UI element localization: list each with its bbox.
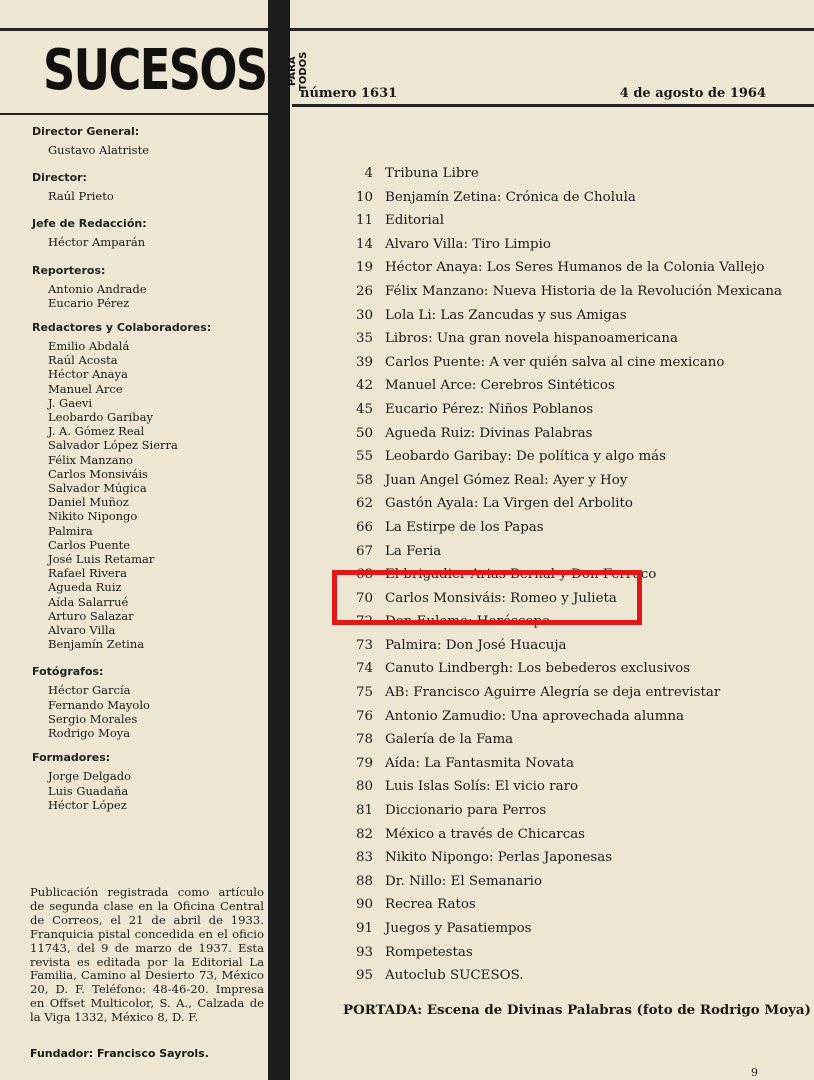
toc-row[interactable] [340, 709, 790, 733]
toc-title: Diccionario para Perros [385, 803, 547, 819]
toc-page: 58 [355, 472, 373, 488]
toc-page: 39 [355, 354, 373, 370]
toc-page: 81 [355, 803, 373, 819]
toc-page: 11 [355, 213, 373, 229]
toc-page: 70 [355, 590, 373, 606]
toc-title: Don Eulemo: Horóscopo [385, 614, 551, 630]
staff-role: Director: [32, 171, 87, 185]
toc-title: Dr. Nillo: El Semanario [385, 873, 543, 889]
staff-section-director-general [32, 125, 264, 157]
toc-row[interactable] [340, 732, 790, 756]
staff-name: Raúl Acosta [48, 353, 118, 368]
toc-title: Palmira: Don José Huacuja [385, 637, 567, 653]
toc-title: Manuel Arce: Cerebros Sintéticos [385, 378, 615, 394]
toc-row[interactable] [340, 968, 790, 992]
header-rule [292, 104, 814, 107]
toc-row[interactable] [340, 213, 790, 237]
toc-title: Canuto Lindbergh: Los bebederos exclusivos [385, 661, 691, 677]
staff-names [32, 189, 264, 203]
toc-row[interactable] [340, 237, 790, 261]
toc-page: 93 [355, 944, 373, 960]
staff-name: Jorge Delgado [48, 769, 132, 784]
staff-name: Agueda Ruiz [48, 580, 122, 595]
staff-role: Reporteros: [32, 263, 106, 277]
legal-notice: Publicación registrada como artículo de segunda clase en la Oficina Central de Correos, el 21 de abril de 1933. Franquicia pistal concedida en el oficio 11743, del 9 de marzo de 1937. Esta revista es editada por la Editorial La Familia, Camino al Desierto 73, México 20, D. F. Teléfono: 48-46-20. Impresa en Offset Multicolor, S. A., Calzada de la Viga 1332, México 8, D. F. [30, 885, 264, 1025]
staff-name: Fernando Mayolo [48, 697, 150, 712]
toc-row[interactable] [340, 897, 790, 921]
toc-page: 42 [355, 378, 373, 394]
toc-page: 35 [355, 331, 373, 347]
staff-name: Salvador López Sierra [48, 438, 178, 453]
toc-page: 91 [355, 921, 373, 936]
staff-role: Jefe de Redacción: [32, 217, 147, 231]
staff-section-formadores [32, 751, 264, 812]
toc-page: 30 [355, 307, 373, 323]
staff-name: J. A. Gómez Real [48, 424, 145, 439]
toc-page: 72 [355, 614, 373, 630]
toc-row[interactable] [340, 378, 790, 402]
toc-title: Juan Angel Gómez Real: Ayer y Hoy [385, 472, 628, 488]
issue-number: número 1631 [300, 86, 398, 101]
toc-title: La Feria [385, 543, 442, 559]
toc-row[interactable] [340, 284, 790, 308]
toc-row[interactable] [340, 803, 790, 827]
staff-name: Carlos Puente [48, 537, 131, 552]
toc-page: 19 [355, 260, 373, 276]
staff-name: Benjamín Zetina [48, 637, 145, 652]
toc-page: 26 [355, 283, 373, 299]
toc-title: Libros: Una gran novela hispanoamericana [385, 331, 678, 347]
issue-date: 4 de agosto de 1964 [619, 86, 766, 101]
staff-name: Leobardo Garibay [48, 410, 153, 425]
toc-page: 75 [355, 685, 373, 701]
staff-name: Salvador Múgica [48, 481, 147, 496]
toc-title: Félix Manzano: Nueva Historia de la Revolución Mexicana [385, 283, 783, 299]
staff-section-jefe [32, 217, 264, 249]
toc-page: 88 [355, 873, 373, 889]
toc-row[interactable] [340, 921, 790, 945]
toc-title: Benjamín Zetina: Crónica de Cholula [385, 189, 636, 205]
logo-title: SUCESOS [43, 38, 267, 103]
masthead-logo [43, 36, 309, 106]
toc-row[interactable] [340, 779, 790, 803]
staff-name: Héctor Anaya [48, 367, 128, 382]
staff-section-redactores [32, 321, 264, 651]
toc-title: Galería de la Fama [385, 732, 514, 748]
toc-page: 14 [355, 236, 373, 252]
toc-row[interactable] [340, 355, 790, 379]
staff-name: Carlos Monsiváis [48, 466, 148, 481]
staff-name: Héctor Amparán [48, 235, 146, 250]
masthead-rule [0, 113, 268, 115]
toc-page: 90 [355, 897, 373, 913]
staff-name: Héctor García [48, 683, 131, 698]
toc-title: Aída: La Fantasmita Novata [385, 755, 574, 771]
toc-title: Recrea Ratos [385, 897, 476, 913]
toc-title: Gastón Ayala: La Virgen del Arbolito [385, 496, 633, 512]
toc-title: Alvaro Villa: Tiro Limpio [385, 236, 551, 252]
toc-row[interactable] [340, 260, 790, 284]
toc-page: 67 [355, 543, 373, 559]
toc-title: Tribuna Libre [385, 166, 479, 181]
toc-title: Eucario Pérez: Niños Poblanos [385, 401, 594, 417]
toc-row[interactable] [340, 874, 790, 898]
toc-row[interactable] [340, 685, 790, 709]
toc-row[interactable] [340, 850, 790, 874]
toc-row[interactable] [340, 520, 790, 544]
staff-list [32, 125, 264, 823]
toc-row[interactable] [340, 449, 790, 473]
toc-title: Nikito Nipongo: Perlas Japonesas [385, 850, 613, 866]
staff-name: Antonio Andrade [48, 281, 147, 296]
toc-row[interactable] [340, 190, 790, 214]
staff-name: Héctor López [48, 797, 127, 812]
toc-title: El brigadier Arias Bernal y Don Ferruco [385, 567, 657, 583]
staff-name: Arturo Salazar [48, 608, 134, 623]
staff-name: Rafael Rivera [48, 566, 128, 581]
staff-names [32, 769, 264, 812]
staff-role: Formadores: [32, 751, 111, 765]
staff-name: Félix Manzano [48, 452, 133, 467]
staff-name: José Luis Retamar [48, 552, 155, 567]
toc-title: Héctor Anaya: Los Seres Humanos de la Colonia Vallejo [385, 260, 765, 276]
staff-name: Aída Salarrué [48, 594, 129, 609]
toc-page: 76 [355, 708, 373, 724]
toc-page: 95 [355, 968, 373, 984]
staff-name: Daniel Muñoz [48, 495, 129, 510]
page-number: 9 [751, 1066, 758, 1079]
staff-name: Rodrigo Moya [48, 726, 131, 741]
staff-names [32, 235, 264, 249]
toc-page: 82 [355, 826, 373, 842]
toc-page: 83 [355, 850, 373, 866]
toc-row[interactable] [340, 402, 790, 426]
toc-title: Antonio Zamudio: Una aprovechada alumna [385, 708, 685, 724]
staff-role: Director General: [32, 125, 140, 138]
toc-page: 4 [364, 166, 373, 181]
toc-title: AB: Francisco Aguirre Alegría se deja entrevistar [385, 685, 721, 701]
toc-row[interactable] [340, 166, 790, 190]
toc-title: Editorial [385, 213, 445, 229]
toc-row[interactable] [340, 544, 790, 568]
staff-names [32, 683, 264, 740]
staff-name: Emilio Abdalá [48, 339, 130, 354]
staff-section-director [32, 171, 264, 203]
toc-page: 10 [355, 189, 373, 205]
staff-name: Manuel Arce [48, 381, 123, 396]
staff-name: J. Gaevi [48, 395, 93, 410]
staff-names [32, 143, 264, 157]
toc-page: 74 [355, 661, 373, 677]
staff-section-reporteros [32, 264, 264, 310]
toc-title: Lola Li: Las Zancudas y sus Amigas [385, 307, 627, 323]
founder-line: Fundador: Francisco Sayrols. [30, 1047, 209, 1060]
toc-title: Leobardo Garibay: De política y algo más [385, 449, 667, 465]
toc-page: 45 [355, 401, 373, 417]
staff-name: Alvaro Villa [48, 623, 116, 638]
toc-title: Luis Islas Solís: El vicio raro [385, 779, 579, 795]
staff-name: Sergio Morales [48, 711, 138, 726]
toc-page: 50 [355, 425, 373, 441]
staff-name: Eucario Pérez [48, 295, 130, 310]
top-rule [0, 28, 814, 31]
staff-name: Luis Guadaña [48, 783, 129, 798]
toc-row[interactable] [340, 827, 790, 851]
highlight-box [332, 570, 642, 625]
staff-name: Nikito Nipongo [48, 509, 138, 524]
toc-title: México a través de Chicarcas [385, 826, 586, 842]
logo-tagline: PARA TODOS [287, 51, 309, 91]
toc-row[interactable] [340, 945, 790, 969]
toc-page: 73 [355, 637, 373, 653]
toc-page: 66 [355, 519, 373, 535]
vertical-divider [268, 0, 290, 1080]
toc-title: Agueda Ruiz: Divinas Palabras [385, 425, 593, 441]
staff-names [32, 339, 264, 651]
staff-name: Palmira [48, 523, 93, 538]
staff-name: Raúl Prieto [48, 189, 114, 204]
toc-row[interactable] [340, 308, 790, 332]
toc-page: 62 [355, 496, 373, 512]
toc-title: Carlos Puente: A ver quién salva al cine mexicano [385, 354, 725, 370]
staff-role: Redactores y Colaboradores: [32, 321, 212, 335]
toc-page: 80 [355, 779, 373, 795]
toc-page: 78 [355, 732, 373, 748]
staff-role: Fotógrafos: [32, 665, 104, 679]
toc-row[interactable] [340, 756, 790, 780]
toc-row[interactable] [340, 331, 790, 355]
toc-row[interactable] [340, 638, 790, 662]
cover-note: PORTADA: Escena de Divinas Palabras (foto de Rodrigo Moya) [343, 1002, 811, 1018]
staff-name: Gustavo Alatriste [48, 143, 150, 157]
toc-row[interactable] [340, 661, 790, 685]
toc-title: Rompetestas [385, 944, 473, 960]
staff-names [32, 282, 264, 310]
toc-title: Autoclub SUCESOS. [385, 968, 524, 984]
toc-row[interactable] [340, 496, 790, 520]
toc-page: 68 [355, 567, 373, 583]
toc-page: 55 [355, 449, 373, 465]
toc-page: 79 [355, 755, 373, 771]
toc-row[interactable] [340, 473, 790, 497]
toc-title: Juegos y Pasatiempos [385, 921, 532, 936]
toc-row[interactable] [340, 426, 790, 450]
toc-title: Carlos Monsiváis: Romeo y Julieta [385, 590, 617, 606]
staff-section-fotografos [32, 665, 264, 740]
toc-title: La Estirpe de los Papas [385, 519, 544, 535]
